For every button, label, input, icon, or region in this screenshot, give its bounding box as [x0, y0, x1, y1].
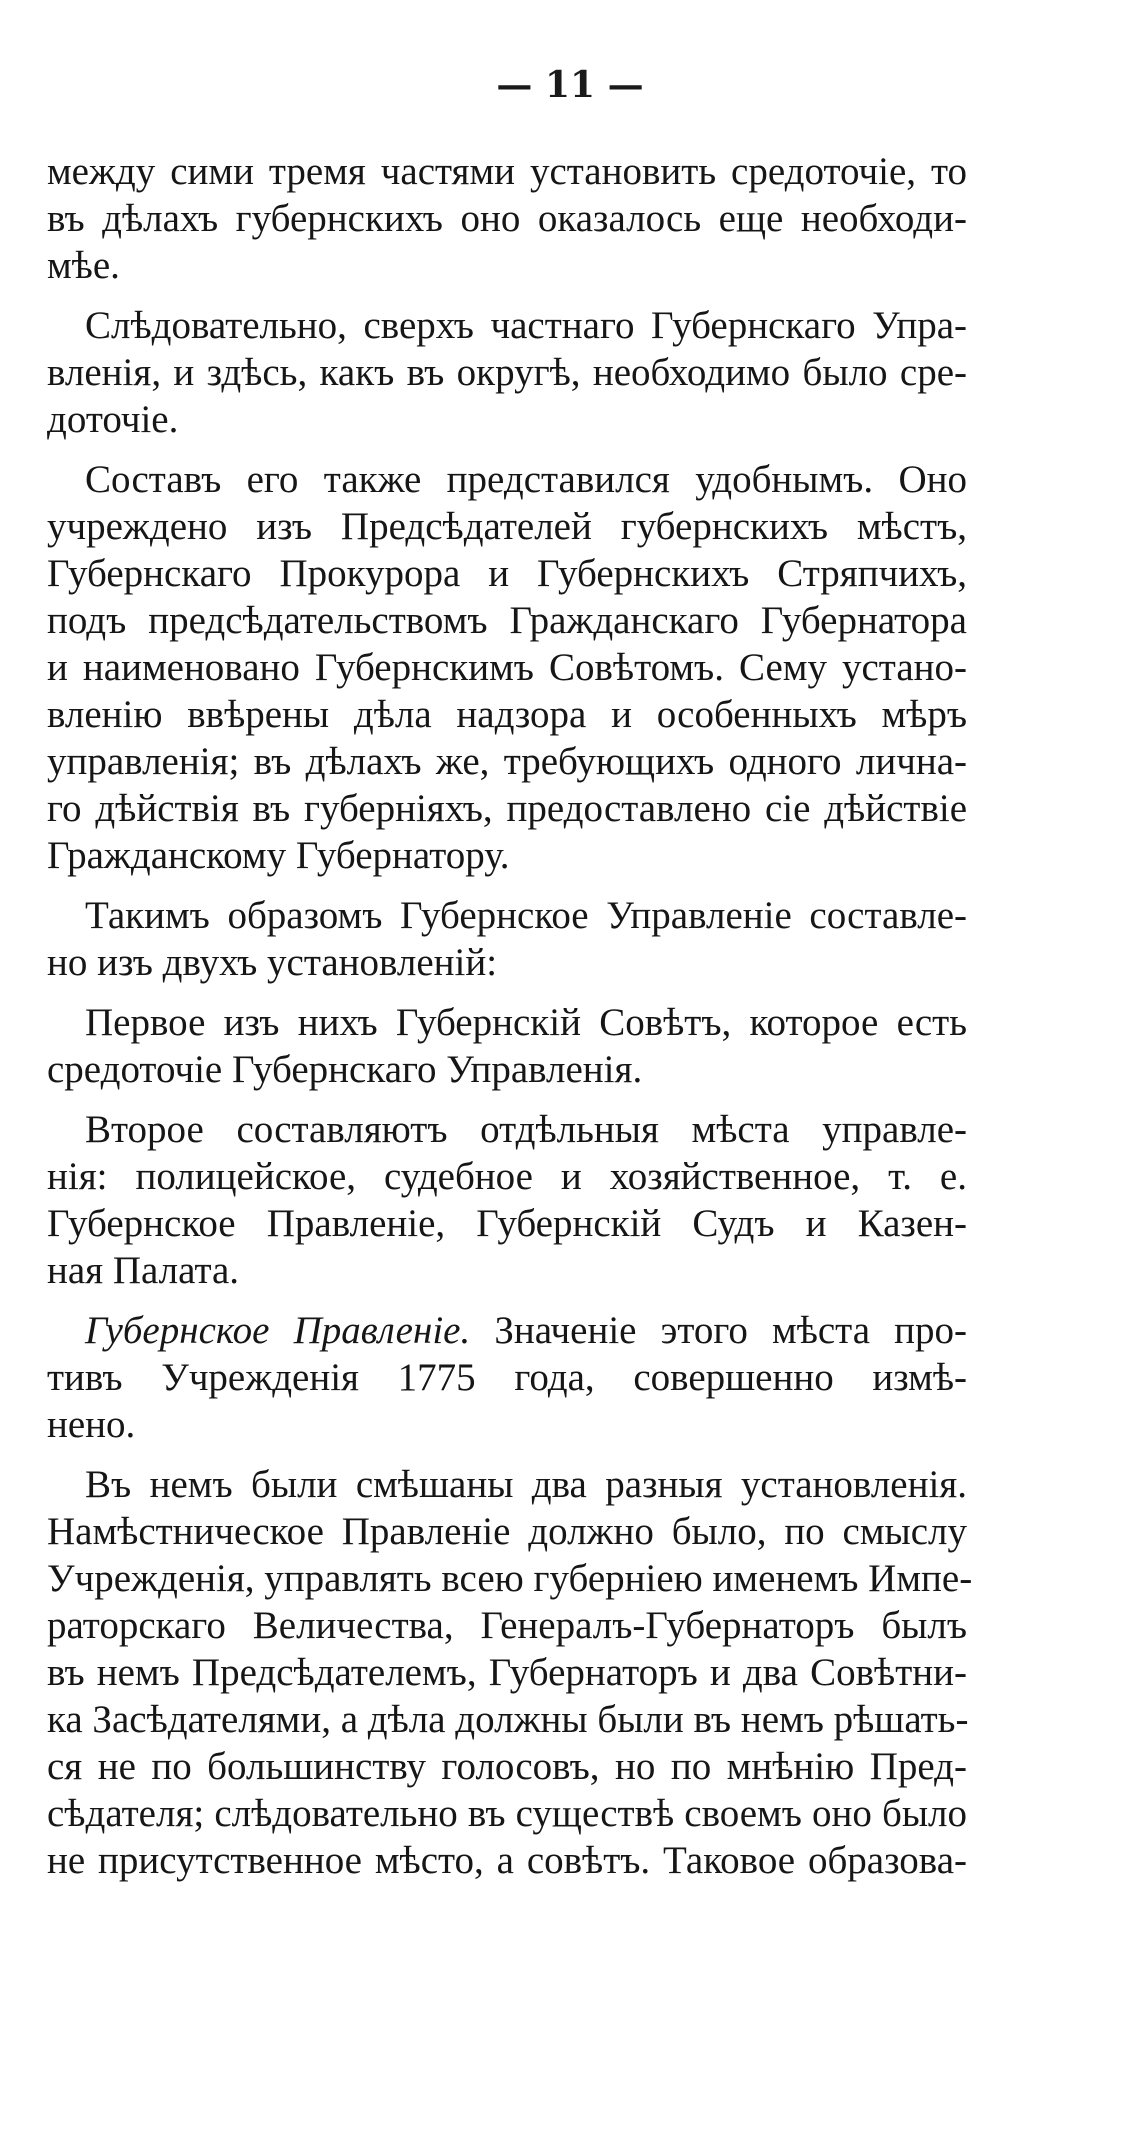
text-line: вленія, и здѣсь, какъ въ округѣ, необходимо было сре- [47, 351, 967, 394]
text-line: подъ предсѣдательствомъ Гражданскаго Губернатора [47, 599, 967, 642]
text-line: Губернское Правленіе, Губернскій Судъ и Казен- [47, 1202, 967, 1245]
text-line: Второе составляютъ отдѣльныя мѣста управле- [85, 1108, 967, 1151]
text-line: Учрежденія, управлять всею губерніею именемъ Импе- [47, 1557, 973, 1600]
text-line: учреждено изъ Предсѣдателей губернскихъ мѣстъ, [47, 505, 967, 548]
text-line: тивъ Учрежденія 1775 года, совершенно измѣ- [47, 1356, 967, 1399]
text-line: Губернскаго Прокурора и Губернскихъ Стряпчихъ, [47, 552, 967, 595]
text-line: Слѣдовательно, сверхъ частнаго Губернскаго Упра- [85, 304, 967, 347]
text-segment: Значеніе этого мѣста про- [470, 1309, 968, 1352]
text-line: раторскаго Величества, Генералъ-Губернаторъ былъ [47, 1604, 967, 1647]
text-line: управленія; въ дѣлахъ же, требующихъ одного лична- [47, 740, 967, 783]
section-heading: Губернское Правленіе. [85, 1309, 471, 1352]
text-line: Составъ его также представился удобнымъ. Оно [85, 458, 967, 501]
text-line: Въ немъ были смѣшаны два разныя установленія. [85, 1463, 967, 1506]
text-line: но изъ двухъ установленій: [47, 941, 498, 984]
text-line: мѣе. [47, 244, 120, 287]
text-line: ная Палата. [47, 1249, 240, 1292]
text-line: Такимъ образомъ Губернское Управленіе составле- [85, 894, 967, 937]
text-line: сѣдателя; слѣдовательно въ существѣ своемъ оно было [47, 1792, 967, 1835]
page-number: — 11 — [496, 64, 644, 106]
text-line: Намѣстническое Правленіе должно было, по смыслу [47, 1510, 967, 1553]
text-line: вленію ввѣрены дѣла надзора и особенныхъ мѣръ [47, 693, 967, 736]
body-text [47, 148, 973, 1884]
text-line [47, 1307, 967, 1354]
text-line: въ немъ Предсѣдателемъ, Губернаторъ и два Совѣтни- [47, 1651, 967, 1694]
text-line: ся не по большинству голосовъ, но по мнѣнію Пред- [47, 1745, 967, 1788]
text-line: Первое изъ нихъ Губернскій Совѣтъ, которое есть [85, 1001, 967, 1044]
text-line: Гражданскому Губернатору. [47, 834, 510, 877]
text-line: нено. [47, 1403, 136, 1446]
text-line: въ дѣлахъ губернскихъ оно оказалось еще необходи- [47, 197, 967, 240]
text-line: не присутственное мѣсто, а совѣтъ. Таковое образова- [47, 1839, 967, 1882]
text-line: и наименовано Губернскимъ Совѣтомъ. Сему устано- [47, 646, 967, 689]
text-line: между сими тремя частями установить средоточіе, то [47, 150, 967, 193]
text-line: ка Засѣдателями, а дѣла должны были въ немъ рѣшать- [47, 1698, 969, 1741]
text-line: нія: полицейское, судебное и хозяйственное, т. е. [47, 1155, 967, 1198]
text-line: доточіе. [47, 398, 179, 441]
text-line: го дѣйствія въ губерніяхъ, предоставлено сіе дѣйствіе [47, 787, 967, 830]
text-line: средоточіе Губернскаго Управленія. [47, 1048, 643, 1091]
